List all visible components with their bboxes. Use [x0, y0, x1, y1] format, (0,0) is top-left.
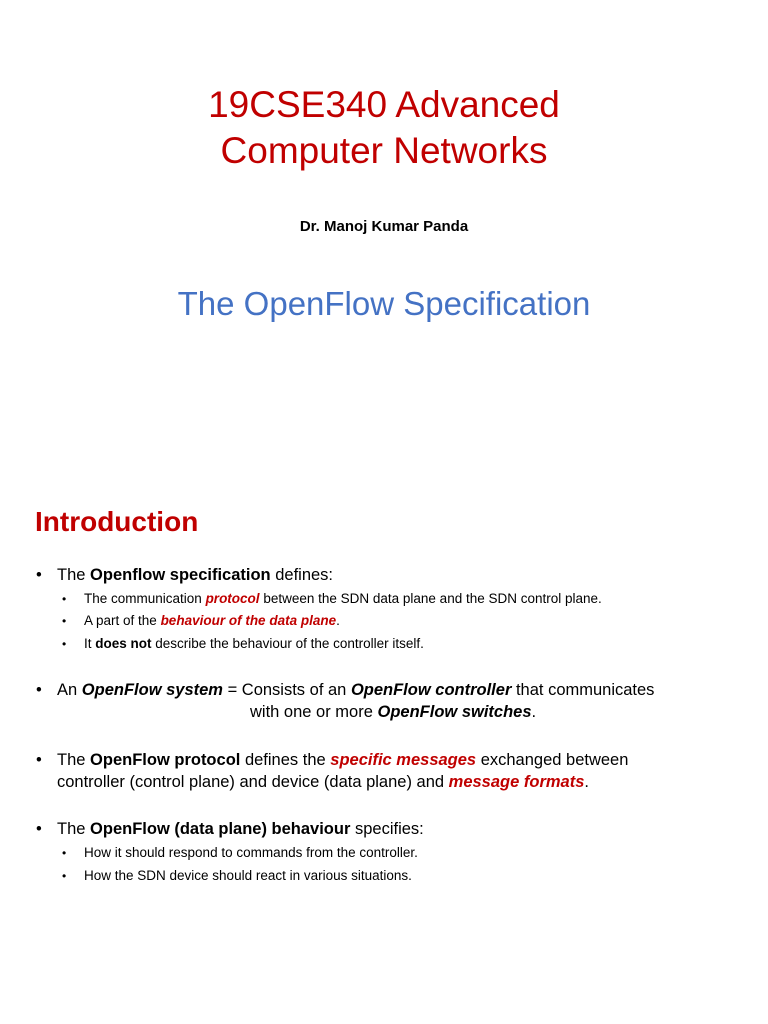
- text-run: that communicates: [511, 681, 655, 699]
- bullet-icon: •: [36, 751, 42, 769]
- bullet-icon: •: [62, 869, 67, 883]
- bullet-icon: •: [36, 681, 42, 699]
- bullet-text: [57, 679, 737, 701]
- sub-bullet-text: [84, 589, 724, 609]
- text-run: describe the behaviour of the controller itself.: [151, 636, 424, 651]
- bold-text: does not: [95, 636, 152, 651]
- bullet-icon: •: [62, 614, 67, 628]
- introduction-slide: [0, 490, 768, 1010]
- section-heading: Introduction: [35, 506, 199, 537]
- bullet-text: [57, 818, 737, 840]
- sub-bullet-text: [84, 611, 724, 631]
- course-title-line-2: Computer Networks: [220, 130, 548, 171]
- text-run: = Consists of an: [222, 681, 351, 699]
- sub-bullet-text: How it should respond to commands from the controller.: [84, 845, 418, 860]
- text-run: between the SDN data plane and the SDN control plane.: [259, 591, 602, 606]
- text-run: .: [584, 773, 589, 791]
- text-run: defines:: [270, 566, 334, 584]
- bullet-openflow-protocol: [36, 749, 736, 795]
- emphasis-text: OpenFlow system: [81, 681, 223, 699]
- emphasis-text: protocol: [205, 591, 260, 606]
- slide-subtitle: The OpenFlow Specification: [177, 285, 591, 322]
- bold-text: Openflow specification: [90, 566, 271, 584]
- bold-text: OpenFlow protocol: [90, 751, 241, 769]
- author-name: Dr. Manoj Kumar Panda: [299, 218, 469, 235]
- bullet-openflow-system: [36, 679, 736, 725]
- text-run: The: [57, 820, 91, 838]
- bullet-icon: •: [62, 637, 67, 651]
- bullet-icon: •: [36, 566, 42, 584]
- text-run: A part of the: [84, 613, 161, 628]
- emphasis-text: message formats: [448, 773, 585, 791]
- bullet-icon: •: [36, 820, 42, 838]
- text-run: specifies:: [350, 820, 424, 838]
- text-run: It: [84, 636, 96, 651]
- text-run: .: [531, 703, 537, 721]
- bullet-text: [57, 749, 737, 771]
- bold-text: OpenFlow (data plane) behaviour: [90, 820, 351, 838]
- bullet-icon: •: [62, 846, 67, 860]
- sub-bullet-text: [84, 634, 724, 654]
- bullet-text-continuation: [57, 771, 589, 793]
- text-run: defines the: [240, 751, 331, 769]
- course-title-line-1: 19CSE340 Advanced: [208, 84, 560, 125]
- bullet-text-continuation: [250, 701, 536, 723]
- emphasis-text: behaviour of the data plane: [160, 613, 337, 628]
- text-run: The communication: [84, 591, 206, 606]
- emphasis-text: OpenFlow controller: [350, 681, 512, 699]
- sub-bullet-text: How the SDN device should react in various situations.: [84, 868, 412, 883]
- course-title: [0, 82, 768, 174]
- title-slide: [0, 0, 768, 470]
- text-run: The: [57, 751, 91, 769]
- bullet-text: [57, 564, 737, 586]
- text-run: exchanged between: [476, 751, 629, 769]
- emphasis-text: OpenFlow switches: [377, 703, 532, 721]
- text-run: with one or more: [250, 703, 378, 721]
- text-run: An: [57, 681, 82, 699]
- text-run: controller (control plane) and device (data plane) and: [57, 773, 449, 791]
- text-run: The: [57, 566, 91, 584]
- bullet-icon: •: [62, 592, 67, 606]
- emphasis-text: specific messages: [330, 751, 477, 769]
- text-run: .: [336, 613, 340, 628]
